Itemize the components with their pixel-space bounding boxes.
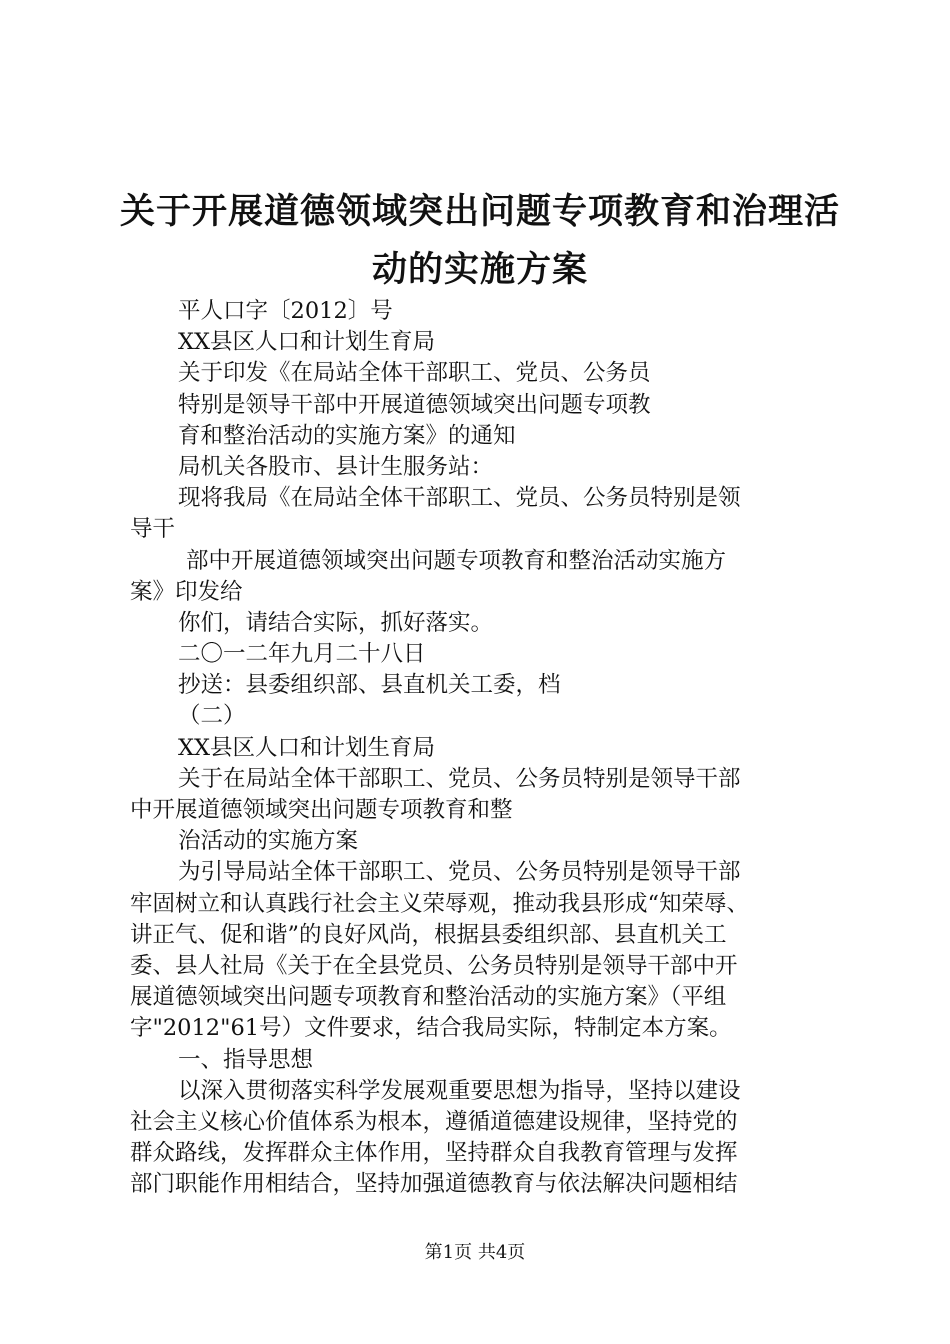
- notice-title-line: 关于印发《在局站全体干部职工、党员、公务员: [178, 360, 651, 387]
- plan-title-line: 中开展道德领域突出问题专项教育和整: [130, 797, 513, 823]
- date-line: 二〇一二年九月二十八日: [178, 641, 426, 668]
- body-line: 案》印发给: [130, 578, 243, 605]
- body-line: 展道德领域突出问题专项教育和整治活动的实施方案》（平组: [130, 984, 727, 1011]
- notice-title-line: 育和整治活动的实施方案》的通知: [178, 422, 516, 449]
- body-line: 部中开展道德领域突出问题专项教育和整治活动实施方: [186, 547, 727, 574]
- body-line: 社会主义核心价值体系为根本，遵循道德建设规律，坚持党的: [130, 1108, 738, 1135]
- doc-number: 平人口字〔2012〕号: [178, 298, 393, 324]
- cc-line: 抄送：县委组织部、县直机关工委，档: [178, 672, 561, 699]
- page-indicator: 第1页 共4页: [424, 1242, 526, 1263]
- plan-title-line: 治活动的实施方案: [178, 828, 359, 855]
- body-line: 现将我局《在局站全体干部职工、党员、公务员特别是领: [178, 485, 741, 512]
- body-line: 委、县人社局《关于在全县党员、公务员特别是领导干部中开: [130, 952, 738, 979]
- issuer: XX县区人口和计划生育局: [178, 329, 436, 356]
- body-line: 牢固树立和认真践行社会主义荣辱观，推动我县形成“知荣辱、: [130, 890, 750, 917]
- document-title-line-2: 动的实施方案: [371, 250, 588, 290]
- section-marker: （二）: [178, 703, 246, 730]
- issuer: XX县区人口和计划生育局: [178, 734, 436, 761]
- document-title-line-1: 关于开展道德领域突出问题专项教育和治理活: [119, 192, 840, 232]
- section-heading: 一、指导思想: [178, 1046, 314, 1073]
- body-line: 导干: [130, 516, 176, 543]
- body-line: 讲正气、促和谐”的良好风尚，根据县委组织部、县直机关工: [130, 921, 727, 948]
- body-line: 以深入贯彻落实科学发展观重要思想为指导，坚持以建设: [178, 1077, 741, 1104]
- recipients: 局机关各股市、县计生服务站：: [178, 453, 494, 480]
- body-line: 你们，请结合实际，抓好落实。: [178, 609, 494, 636]
- document-body: [130, 296, 830, 1200]
- plan-title-line: 关于在局站全体干部职工、党员、公务员特别是领导干部: [178, 765, 741, 792]
- body-line: 字"2012"61号）文件要求，结合我局实际，特制定本方案。: [130, 1015, 732, 1042]
- body-line: 为引导局站全体干部职工、党员、公务员特别是领导干部: [178, 859, 741, 886]
- notice-title-line: 特别是领导干部中开展道德领域突出问题专项教: [178, 391, 651, 418]
- body-line: 群众路线，发挥群众主体作用，坚持群众自我教育管理与发挥: [130, 1140, 738, 1167]
- body-line: 部门职能作用相结合，坚持加强道德教育与依法解决问题相结: [130, 1171, 738, 1198]
